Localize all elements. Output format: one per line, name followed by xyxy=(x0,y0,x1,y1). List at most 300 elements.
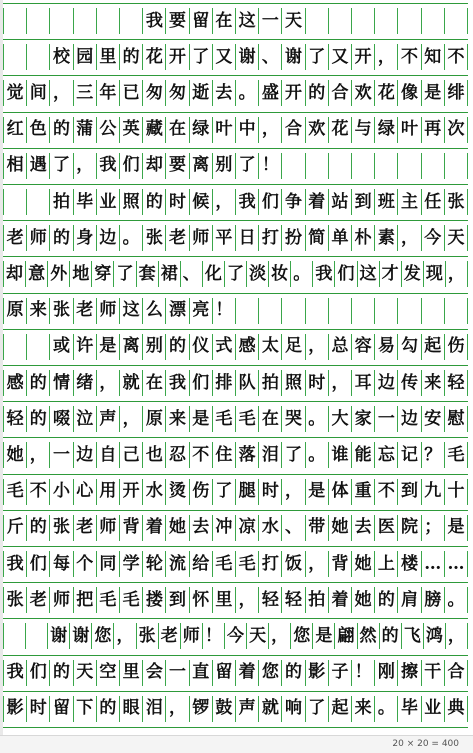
grid-cell: 是 xyxy=(312,623,334,649)
grid-cell: 水 xyxy=(142,479,165,505)
grid-cell: 式 xyxy=(212,334,235,360)
grid-row xyxy=(3,44,468,70)
grid-cell: 。 xyxy=(305,442,328,468)
row-separator xyxy=(3,220,468,221)
row-separator xyxy=(3,293,468,294)
grid-cell: 起 xyxy=(421,334,444,360)
grid-cell: ； xyxy=(421,515,444,541)
grid-cell: 。 xyxy=(305,406,328,432)
grid-cell xyxy=(421,153,444,179)
grid-cell: 边 xyxy=(397,406,420,432)
grid-cell: 今 xyxy=(421,225,444,251)
grid-cell: 身 xyxy=(73,225,96,251)
grid-cell: 去 xyxy=(189,515,212,541)
grid-cell xyxy=(26,334,49,360)
grid-cell: 时 xyxy=(26,696,49,722)
grid-cell: 了 xyxy=(235,153,258,179)
grid-cell: 易 xyxy=(374,334,397,360)
grid-cell: 来 xyxy=(165,406,188,432)
grid-cell: 师 xyxy=(96,298,119,324)
grid-cell: 到 xyxy=(351,189,374,215)
grid-cell: 留 xyxy=(189,8,212,34)
row-separator xyxy=(3,75,468,76)
grid-cell: 们 xyxy=(189,370,212,396)
grid-cell: 打 xyxy=(258,551,281,577)
grid-cell: 色 xyxy=(26,117,49,143)
grid-cell: ， xyxy=(73,153,96,179)
grid-cell: 己 xyxy=(119,442,142,468)
grid-cell: 眼 xyxy=(119,696,142,722)
grid-cell: ， xyxy=(26,442,49,468)
grid-cell: 心 xyxy=(73,479,96,505)
grid-cell: 英 xyxy=(119,117,142,143)
grid-cell: 鸿 xyxy=(423,623,445,649)
grid-cell: 九 xyxy=(421,479,444,505)
grid-cell: 飞 xyxy=(401,623,423,649)
grid-cell: ， xyxy=(397,225,420,251)
grid-cell: 给 xyxy=(189,551,212,577)
grid-cell: 到 xyxy=(165,587,188,613)
grid-cell: 盛 xyxy=(258,80,281,106)
grid-cell: 边 xyxy=(96,225,119,251)
grid-cell: 留 xyxy=(212,660,235,686)
grid-cell: 毛 xyxy=(235,406,258,432)
grid-cell: 开 xyxy=(281,80,304,106)
grid-cell: 简 xyxy=(305,225,328,251)
grid-cell: 在 xyxy=(165,117,188,143)
grid-cell: 穿 xyxy=(91,261,113,287)
grid-row xyxy=(3,261,468,287)
grid-row xyxy=(3,406,468,432)
grid-cell: 典 xyxy=(444,696,468,722)
grid-cell: 然 xyxy=(357,623,379,649)
grid-cell: 十 xyxy=(444,479,468,505)
grid-cell: 自 xyxy=(96,442,119,468)
grid-cell: ， xyxy=(258,117,281,143)
grid-cell: 年 xyxy=(96,80,119,106)
grid-cell: 来 xyxy=(26,298,49,324)
grid-row xyxy=(3,80,468,106)
grid-cell: 哭 xyxy=(281,406,304,432)
grid-cell: 一 xyxy=(258,8,281,34)
grid-cell: 了 xyxy=(305,696,328,722)
grid-row xyxy=(3,117,468,143)
grid-cell: 开 xyxy=(119,479,142,505)
grid-cell: 候 xyxy=(189,189,212,215)
grid-cell: 翩 xyxy=(334,623,356,649)
grid-cell: 里 xyxy=(212,587,235,613)
grid-cell: 凉 xyxy=(235,515,258,541)
grid-cell: 冲 xyxy=(212,515,235,541)
grid-cell xyxy=(444,298,468,324)
grid-cell: ， xyxy=(328,370,351,396)
grid-cell: ， xyxy=(113,623,135,649)
grid-cell: 现 xyxy=(423,261,445,287)
grid-cell: 合 xyxy=(444,660,468,686)
grid-row xyxy=(3,587,468,613)
grid-cell: 轻 xyxy=(3,406,26,432)
grid-cell: 着 xyxy=(305,189,328,215)
grid-cell: 开 xyxy=(165,44,188,70)
grid-cell: 公 xyxy=(96,117,119,143)
grid-cell: 绿 xyxy=(189,117,212,143)
grid-cell: 毛 xyxy=(3,479,26,505)
grid-cell: 的 xyxy=(96,696,119,722)
grid-cell: 我 xyxy=(3,660,26,686)
grid-cell: 化 xyxy=(202,261,224,287)
grid-cell: 她 xyxy=(328,515,351,541)
grid-cell: 争 xyxy=(281,189,304,215)
grid-cell: 又 xyxy=(212,44,235,70)
grid-cell: 肩 xyxy=(397,587,420,613)
grid-cell xyxy=(305,8,328,34)
grid-cell: 情 xyxy=(49,370,72,396)
grid-cell: 谢 xyxy=(235,44,258,70)
grid-cell: 干 xyxy=(421,660,444,686)
grid-cell: 的 xyxy=(49,117,72,143)
row-separator xyxy=(3,582,468,583)
grid-cell: 间 xyxy=(26,80,49,106)
grid-cell: 照 xyxy=(119,189,142,215)
grid-cell: 擦 xyxy=(397,660,420,686)
grid-cell: 已 xyxy=(119,80,142,106)
grid-cell: 。 xyxy=(235,80,258,106)
grid-cell: 边 xyxy=(73,442,96,468)
grid-cell: 排 xyxy=(212,370,235,396)
grid-cell xyxy=(305,298,328,324)
row-separator xyxy=(3,618,468,619)
grid-cell: 要 xyxy=(165,8,188,34)
grid-cell: 会 xyxy=(142,660,165,686)
grid-cell: 匆 xyxy=(142,80,165,106)
grid-cell: 花 xyxy=(142,44,165,70)
grid-row xyxy=(3,479,468,505)
grid-cell xyxy=(26,8,49,34)
grid-cell: 开 xyxy=(351,44,374,70)
grid-cell: 。 xyxy=(444,587,468,613)
grid-cell: 业 xyxy=(421,696,444,722)
grid-cell xyxy=(96,8,119,34)
grid-cell: 重 xyxy=(351,479,374,505)
grid-cell xyxy=(26,189,49,215)
row-separator xyxy=(3,148,468,149)
grid-cell: ？ xyxy=(421,442,444,468)
grid-row xyxy=(3,225,468,251)
grid-cell: 太 xyxy=(258,334,281,360)
grid-cell: 院 xyxy=(397,515,420,541)
row-separator xyxy=(3,256,468,257)
grid-cell: 蒲 xyxy=(73,117,96,143)
grid-cell: 业 xyxy=(96,189,119,215)
grid-cell: 锣 xyxy=(189,696,212,722)
grid-cell: 觉 xyxy=(3,80,26,106)
grid-cell: 的 xyxy=(26,515,49,541)
grid-cell: 我 xyxy=(142,8,165,34)
grid-cell: 就 xyxy=(119,370,142,396)
grid-cell: 天 xyxy=(281,8,304,34)
grid-cell: 在 xyxy=(212,8,235,34)
grid-cell: 裙 xyxy=(158,261,180,287)
grid-cell: 拍 xyxy=(258,370,281,396)
grid-cell: 她 xyxy=(3,442,26,468)
grid-cell: 时 xyxy=(305,370,328,396)
grid-cell: 合 xyxy=(281,117,304,143)
grid-cell: 用 xyxy=(96,479,119,505)
grid-cell: 的 xyxy=(374,587,397,613)
grid-cell: 是 xyxy=(96,334,119,360)
grid-row xyxy=(3,298,468,324)
grid-cell: ， xyxy=(305,334,328,360)
grid-cell: 忍 xyxy=(165,442,188,468)
grid-cell: 天 xyxy=(246,623,268,649)
grid-cell: 别 xyxy=(212,153,235,179)
grid-cell: 着 xyxy=(142,515,165,541)
grid-cell: 着 xyxy=(328,587,351,613)
row-separator xyxy=(3,112,468,113)
grid-cell: 您 xyxy=(91,623,113,649)
grid-cell: 就 xyxy=(258,696,281,722)
grid-cell: 张 xyxy=(49,298,72,324)
grid-cell xyxy=(328,8,351,34)
row-separator xyxy=(3,474,468,475)
grid-cell: 了 xyxy=(189,44,212,70)
grid-cell: ， xyxy=(281,479,304,505)
grid-cell: 的 xyxy=(305,80,328,106)
grid-cell: 轻 xyxy=(258,587,281,613)
grid-cell: 不 xyxy=(397,44,420,70)
grid-cell: 仪 xyxy=(189,334,212,360)
grid-cell: 欢 xyxy=(305,117,328,143)
grid-cell xyxy=(421,298,444,324)
grid-cell xyxy=(444,8,468,34)
grid-cell: 谢 xyxy=(47,623,69,649)
grid-cell: 她 xyxy=(165,515,188,541)
grid-cell: ， xyxy=(212,189,235,215)
grid-cell: 留 xyxy=(49,696,72,722)
grid-cell: 背 xyxy=(328,551,351,577)
grid-cell: 班 xyxy=(374,189,397,215)
grid-cell: 师 xyxy=(180,623,202,649)
row-separator xyxy=(3,3,468,4)
grid-cell: 落 xyxy=(235,442,258,468)
grid-cell: 遇 xyxy=(26,153,49,179)
grid-cell: 小 xyxy=(49,479,72,505)
grid-cell: 、 xyxy=(281,515,304,541)
grid-cell: 刚 xyxy=(374,660,397,686)
grid-cell: 斤 xyxy=(3,515,26,541)
grid-cell: 饭 xyxy=(281,551,304,577)
grid-cell: 、 xyxy=(258,44,281,70)
row-separator xyxy=(3,184,468,185)
grid-cell: 去 xyxy=(351,515,374,541)
page-edge xyxy=(0,0,3,735)
grid-cell: 毕 xyxy=(397,696,420,722)
grid-cell: 腿 xyxy=(235,479,258,505)
grid-cell: 是 xyxy=(189,406,212,432)
grid-cell: … xyxy=(444,551,468,577)
grid-row xyxy=(3,8,468,34)
grid-cell: 们 xyxy=(334,261,356,287)
grid-cell: 的 xyxy=(142,189,165,215)
grid-cell: 要 xyxy=(165,153,188,179)
grid-cell: 里 xyxy=(119,660,142,686)
grid-cell: 今 xyxy=(224,623,246,649)
grid-cell: 天 xyxy=(444,225,468,251)
grid-cell: 叶 xyxy=(212,117,235,143)
grid-cell: 传 xyxy=(397,370,420,396)
grid-cell: 在 xyxy=(142,370,165,396)
grid-cell: 老 xyxy=(73,298,96,324)
grid-row xyxy=(3,515,468,541)
grid-cell: 打 xyxy=(258,225,281,251)
grid-cell: 忘 xyxy=(374,442,397,468)
grid-cell: 老 xyxy=(73,515,96,541)
grid-cell xyxy=(351,298,374,324)
grid-cell: 记 xyxy=(397,442,420,468)
grid-cell: 搂 xyxy=(142,587,165,613)
grid-cell: 把 xyxy=(73,587,96,613)
grid-cell: 烫 xyxy=(165,479,188,505)
grid-cell: 淡 xyxy=(246,261,268,287)
grid-cell: 足 xyxy=(281,334,304,360)
grid-cell: 发 xyxy=(401,261,423,287)
grid-cell xyxy=(73,8,96,34)
grid-cell: 离 xyxy=(189,153,212,179)
grid-cell: 是 xyxy=(305,479,328,505)
grid-cell: 毛 xyxy=(444,442,468,468)
grid-cell: 子 xyxy=(328,660,351,686)
grid-cell: ， xyxy=(445,623,468,649)
row-separator xyxy=(3,655,468,656)
grid-cell: 地 xyxy=(69,261,91,287)
grid-cell: 在 xyxy=(258,406,281,432)
grid-cell: ， xyxy=(49,80,72,106)
grid-cell: 不 xyxy=(374,479,397,505)
row-separator xyxy=(3,329,468,330)
grid-cell: 师 xyxy=(49,587,72,613)
grid-cell: 毛 xyxy=(212,551,235,577)
grid-cell: 素 xyxy=(374,225,397,251)
grid-cell xyxy=(235,298,258,324)
grid-cell xyxy=(3,623,25,649)
grid-cell: 您 xyxy=(290,623,312,649)
grid-cell: 这 xyxy=(235,8,258,34)
grid-cell: 她 xyxy=(351,551,374,577)
grid-cell: ， xyxy=(235,587,258,613)
row-separator xyxy=(3,437,468,438)
grid-cell: 我 xyxy=(96,153,119,179)
grid-cell: 、 xyxy=(180,261,202,287)
grid-cell xyxy=(119,8,142,34)
grid-cell: 原 xyxy=(142,406,165,432)
grid-cell xyxy=(397,153,420,179)
grid-cell: 上 xyxy=(374,551,397,577)
grid-cell: 起 xyxy=(328,696,351,722)
grid-cell: 泪 xyxy=(142,696,165,722)
grid-cell: 却 xyxy=(142,153,165,179)
grid-cell xyxy=(3,8,26,34)
grid-cell: 藏 xyxy=(142,117,165,143)
grid-cell: ！ xyxy=(258,153,281,179)
grid-cell: 同 xyxy=(96,551,119,577)
grid-cell: 张 xyxy=(142,225,165,251)
grid-cell: 一 xyxy=(374,406,397,432)
grid-cell: 的 xyxy=(281,660,304,686)
grid-cell: 不 xyxy=(189,442,212,468)
grid-cell: 带 xyxy=(305,515,328,541)
grid-cell: 也 xyxy=(142,442,165,468)
grid-cell: 亮 xyxy=(189,298,212,324)
grid-cell: 了 xyxy=(49,153,72,179)
grid-cell: 了 xyxy=(281,442,304,468)
grid-cell: 次 xyxy=(444,117,468,143)
grid-cell: 意 xyxy=(25,261,47,287)
grid-cell: 能 xyxy=(351,442,374,468)
grid-cell: 了 xyxy=(212,479,235,505)
grid-cell xyxy=(328,153,351,179)
grid-cell: 怀 xyxy=(189,587,212,613)
grid-cell: 毛 xyxy=(119,587,142,613)
grid-cell: 花 xyxy=(374,80,397,106)
grid-cell: 我 xyxy=(165,370,188,396)
grid-cell: 离 xyxy=(119,334,142,360)
grid-cell: 相 xyxy=(3,153,26,179)
grid-cell: 套 xyxy=(136,261,158,287)
grid-cell: 泣 xyxy=(73,406,96,432)
grid-cell: 慰 xyxy=(444,406,468,432)
grid-cell: 不 xyxy=(444,44,468,70)
grid-cell: 张 xyxy=(444,189,468,215)
grid-cell: 毛 xyxy=(96,587,119,613)
grid-cell: 我 xyxy=(312,261,334,287)
row-separator xyxy=(3,365,468,366)
grid-cell: 或 xyxy=(49,334,72,360)
grid-cell: 住 xyxy=(212,442,235,468)
grid-cell: 像 xyxy=(397,80,420,106)
grid-cell xyxy=(421,8,444,34)
grid-cell: 们 xyxy=(119,153,142,179)
grid-cell xyxy=(25,623,47,649)
grid-cell: 耳 xyxy=(351,370,374,396)
grid-cell: 勾 xyxy=(397,334,420,360)
grid-cell: 单 xyxy=(328,225,351,251)
grid-cell: 漂 xyxy=(165,298,188,324)
grid-cell: ！ xyxy=(351,660,374,686)
grid-row xyxy=(3,442,468,468)
grid-cell: 中 xyxy=(235,117,258,143)
grid-cell: 我 xyxy=(3,551,26,577)
grid-cell: 们 xyxy=(26,660,49,686)
grid-cell xyxy=(281,153,304,179)
grid-cell: 边 xyxy=(374,370,397,396)
grid-cell: 的 xyxy=(26,406,49,432)
grid-cell: 您 xyxy=(258,660,281,686)
grid-cell: 逝 xyxy=(189,80,212,106)
grid-cell: 们 xyxy=(258,189,281,215)
grid-cell: 拍 xyxy=(305,587,328,613)
grid-cell: 到 xyxy=(397,479,420,505)
grid-cell xyxy=(3,44,26,70)
grid-cell xyxy=(26,44,49,70)
grid-cell: 响 xyxy=(281,696,304,722)
grid-cell: 师 xyxy=(96,515,119,541)
grid-cell: 空 xyxy=(96,660,119,686)
grid-cell: 的 xyxy=(119,44,142,70)
grid-cell: 来 xyxy=(351,696,374,722)
grid-cell: 绯 xyxy=(444,80,468,106)
grid-cell: 叶 xyxy=(397,117,420,143)
status-bar xyxy=(0,735,473,753)
